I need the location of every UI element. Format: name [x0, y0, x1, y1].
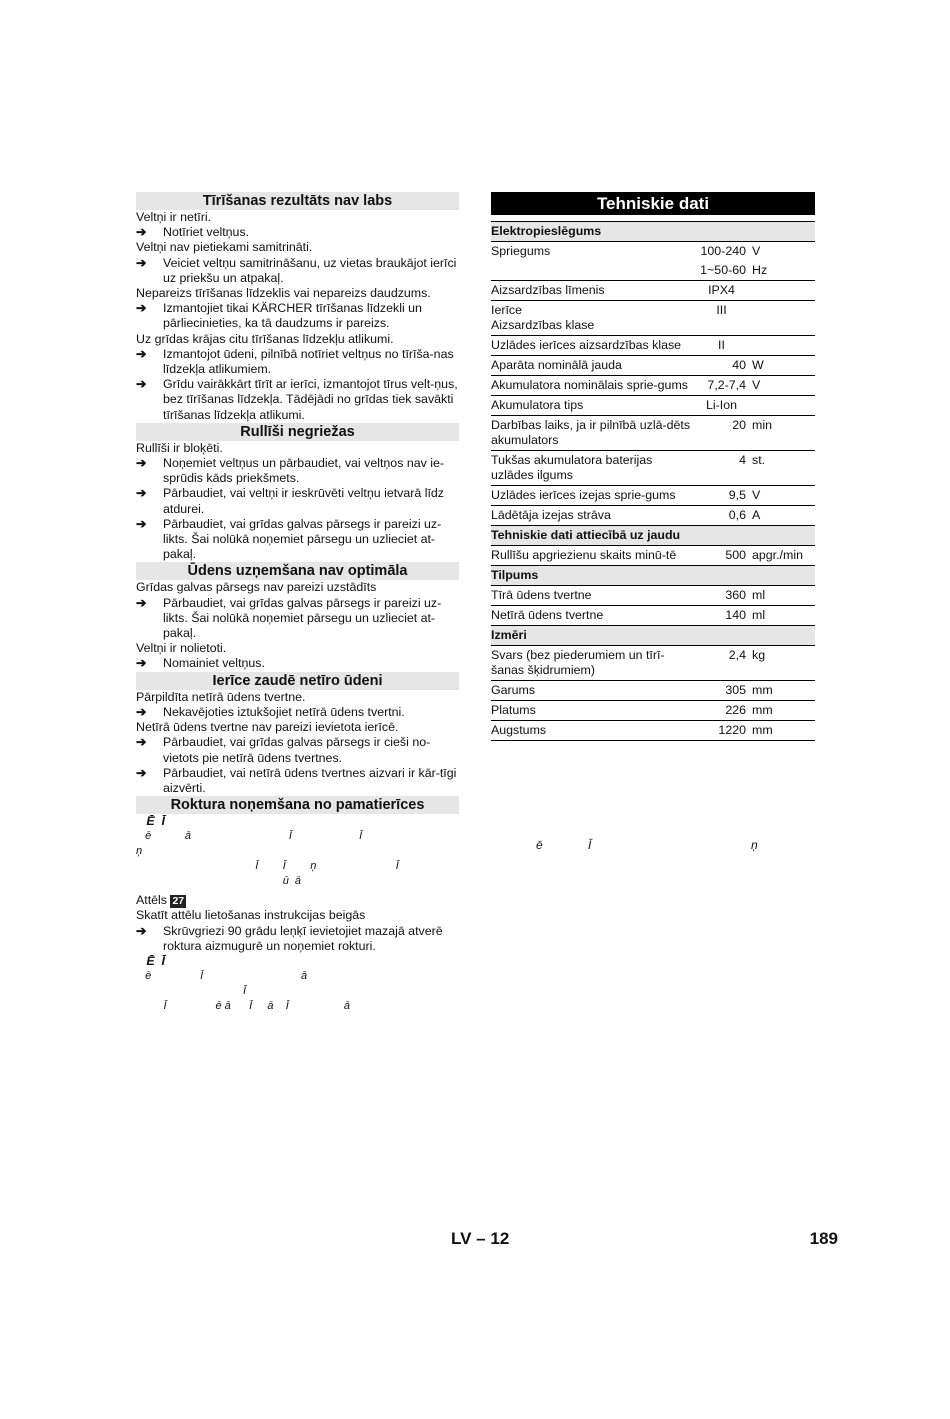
garbled-line: Ī	[136, 984, 247, 997]
fault-text: Uz grīdas krājas citu tīrīšanas līdzekļu atlikumi.	[136, 331, 394, 346]
row-unit: mm	[752, 701, 815, 721]
instruction-text: Pārbaudiet, vai veltņi ir ieskrūvēti veltņu ietvarā līdz atdurei.	[163, 486, 444, 516]
figure-number-badge: 27	[172, 895, 185, 908]
instruction-text: Skrūvgriezi 90 grādu leņķī ievietojiet mazajā atverē roktura aizmugurē un noņemiet rokturi.	[163, 923, 443, 953]
instruction-text: Izmantojiet tikai KÄRCHER tīrīšanas līdzekli un pārliecinieties, ka tā daudzums ir pareizs.	[163, 301, 422, 331]
row-unit: kg	[752, 646, 815, 681]
garbled-line: ņ	[136, 845, 143, 858]
garbled-line: ē ā Ī Ī	[136, 830, 363, 843]
arrow-icon: ➔	[136, 225, 147, 240]
instruction-item	[136, 225, 459, 240]
arrow-icon: ➔	[136, 377, 147, 392]
fault-text: Netīrā ūdens tvertne nav pareizi ievietota ierīcē.	[136, 720, 399, 735]
section-heading: Roktura noņemšana no pamatierīces	[136, 796, 459, 814]
row-label: Netīrā ūdens tvertne	[491, 606, 691, 626]
arrow-icon: ➔	[136, 704, 147, 719]
row-label: Platums	[491, 701, 691, 721]
section-heading: Ierīce zaudē netīro ūdeni	[136, 672, 459, 690]
fragment-3: ņ	[751, 838, 758, 852]
row-value: 40	[691, 356, 752, 376]
table-row	[491, 721, 815, 741]
row-value: 1~50-60	[691, 261, 752, 281]
instruction-item	[136, 705, 459, 720]
garbled-line: ū ā	[136, 875, 302, 888]
table-row	[491, 506, 815, 526]
table-row	[491, 336, 815, 356]
instruction-item	[136, 596, 459, 642]
row-value: 4	[691, 451, 752, 486]
row-label: Augstums	[491, 721, 691, 741]
row-value: 20	[691, 416, 752, 451]
row-label: Darbības laiks, ja ir pilnībā uzlā-dēts akumulators	[491, 416, 691, 451]
instruction-text: Veiciet veltņu samitrināšanu, uz vietas braukājot ierīci uz priekšu un atpakaļ.	[163, 255, 457, 285]
section-heading: Rullīši negriežas	[136, 423, 459, 441]
row-value: III	[691, 301, 752, 336]
row-unit: V	[752, 244, 761, 258]
arrow-icon: ➔	[136, 255, 147, 270]
section-heading: Ūdens uzņemšana nav optimāla	[136, 562, 459, 580]
instruction-item	[136, 486, 459, 516]
figure-ref-text: Skatīt attēlu lietošanas instrukcijas beigās	[136, 908, 366, 923]
technical-data-table	[491, 221, 815, 741]
row-unit: Hz	[752, 261, 815, 281]
group-label: Izmēri	[491, 626, 815, 646]
fault-text: Veltņi nav pietiekami samitrināti.	[136, 240, 313, 255]
row-label: Lādētāja izejas strāva	[491, 506, 691, 526]
table-group-header	[491, 526, 815, 546]
row-value: 305	[691, 681, 752, 701]
instruction-item	[136, 377, 459, 423]
instruction-text: Pārbaudiet, vai grīdas galvas pārsegs ir pareizi uz-likts. Šai nolūkā noņemiet pārsegu un uzlieciet at-pakaļ.	[163, 595, 442, 641]
row-value: 9,5	[691, 486, 752, 506]
row-value: 360	[691, 586, 752, 606]
table-row	[491, 356, 815, 376]
garbled-line: ē Ī ā	[136, 969, 308, 982]
table-row	[491, 376, 815, 396]
page-label: LV – 12	[451, 1229, 510, 1248]
row-label: Garums	[491, 681, 691, 701]
fault-text: Pārpildīta netīrā ūdens tvertne.	[136, 689, 306, 704]
instruction-text: Grīdu vairākkārt tīrīt ar ierīci, izmantojot tīrus velt-ņus, bez tīrīšanas līdzekļa. Tādējādi no grīdas tiek savākti tīrīšanas līdzekļa atlikumi.	[163, 377, 458, 422]
row-value: 140	[691, 606, 752, 626]
instruction-item	[136, 924, 459, 954]
row-unit: apgr./min	[752, 546, 815, 566]
row-value: II	[691, 336, 752, 356]
figure-label: Attēls	[136, 893, 167, 908]
arrow-icon: ➔	[136, 456, 147, 471]
row-label: Ierīce Aizsardzības klase	[491, 301, 691, 336]
left-column	[136, 192, 459, 1014]
arrow-icon: ➔	[136, 595, 147, 610]
table-row	[491, 701, 815, 721]
table-row	[491, 606, 815, 626]
row-value: 7,2-7,4	[691, 376, 752, 396]
row-label: Akumulatora nominālais sprie-gums	[491, 376, 691, 396]
row-value: 100-240	[700, 244, 746, 258]
garbled-line: Ī ē ā Ī ā Ī ā	[136, 999, 350, 1012]
row-label: Tīrā ūdens tvertne	[491, 586, 691, 606]
row-value: 0,6	[691, 506, 752, 526]
table-row	[491, 451, 815, 486]
fragment-2: Ī	[588, 838, 592, 852]
instruction-item	[136, 256, 459, 286]
row-unit	[752, 281, 815, 301]
page-number: 189	[809, 1229, 838, 1248]
fragment-1: ē	[536, 838, 543, 852]
table-row	[491, 416, 815, 451]
instruction-item	[136, 301, 459, 331]
arrow-icon: ➔	[136, 765, 147, 780]
table-row	[491, 486, 815, 506]
technical-data-title: Tehniskie dati	[491, 192, 815, 215]
instruction-item	[136, 735, 459, 765]
group-label: Tehniskie dati attiecībā uz jaudu	[491, 526, 815, 546]
row-unit: ml	[752, 606, 815, 626]
table-row	[491, 681, 815, 701]
instruction-text: Noņemiet veltņus un pārbaudiet, vai veltņos nav ie-sprūdis kāds priekšmets.	[163, 456, 445, 486]
row-unit: min	[752, 416, 815, 451]
table-group-header	[491, 566, 815, 586]
garbled-line: Ī Ī ņ Ī	[136, 860, 399, 873]
table-row	[491, 646, 815, 681]
instruction-item	[136, 656, 459, 671]
instruction-text: Pārbaudiet, vai netīrā ūdens tvertnes aizvari ir kār-tīgi aizvērti.	[163, 765, 457, 795]
table-row	[491, 586, 815, 606]
table-row	[491, 281, 815, 301]
instruction-text: Izmantojot ūdeni, pilnībā notīriet veltņus no tīrīša-nas līdzekļa atlikumiem.	[163, 346, 454, 377]
instruction-text: Pārbaudiet, vai grīdas galvas pārsegs ir pareizi uz-likts. Šai nolūkā noņemiet pārsegu un uzlieciet at-pakaļ.	[163, 516, 442, 562]
table-group-header	[491, 626, 815, 646]
instruction-item	[136, 517, 459, 563]
arrow-icon: ➔	[136, 301, 147, 316]
row-label	[491, 261, 691, 281]
row-label: Svars (bez piederumiem un tīrī-šanas šķidrumiem)	[491, 646, 691, 681]
right-column	[491, 192, 815, 741]
row-label: Aizsardzības līmenis	[491, 281, 691, 301]
instruction-item	[136, 766, 459, 796]
instruction-text: Nekavējoties iztukšojiet netīrā ūdens tvertni.	[163, 704, 405, 719]
table-row	[491, 546, 815, 566]
row-value: Li-Ion	[691, 396, 752, 416]
fault-text: Veltņi ir nolietoti.	[136, 641, 227, 656]
arrow-icon: ➔	[136, 923, 147, 938]
arrow-icon: ➔	[136, 516, 147, 531]
row-unit: mm	[752, 681, 815, 701]
row-value: 500	[691, 546, 752, 566]
table-row	[491, 242, 815, 262]
garbled-line: Ē Ī	[136, 953, 165, 968]
table-row	[491, 301, 815, 336]
fault-text: Nepareizs tīrīšanas līdzeklis vai nepareizs daudzums.	[136, 286, 431, 301]
row-label: Uzlādes ierīces aizsardzības klase	[491, 336, 691, 356]
section-heading: Tīrīšanas rezultāts nav labs	[136, 192, 459, 210]
arrow-icon: ➔	[136, 656, 147, 671]
row-label: Spriegums	[491, 244, 551, 258]
fault-text: Grīdas galvas pārsegs nav pareizi uzstādīts	[136, 580, 377, 595]
row-value: IPX4	[691, 281, 752, 301]
row-unit: st.	[752, 451, 815, 486]
arrow-icon: ➔	[136, 735, 147, 750]
table-row	[491, 261, 815, 281]
row-value: 226	[691, 701, 752, 721]
arrow-icon: ➔	[136, 346, 147, 361]
arrow-icon: ➔	[136, 486, 147, 501]
group-label: Tilpums	[491, 566, 815, 586]
row-unit	[752, 336, 815, 356]
row-unit	[752, 396, 815, 416]
table-row	[491, 396, 815, 416]
row-value: 2,4	[691, 646, 752, 681]
instruction-text: Nomainiet veltņus.	[163, 656, 265, 671]
row-label: Rullīšu apgriezienu skaits minū-tē	[491, 546, 691, 566]
group-label: Elektropieslēgums	[491, 222, 815, 242]
row-unit: ml	[752, 586, 815, 606]
row-label: Aparāta nominālā jauda	[491, 356, 691, 376]
table-group-header	[491, 222, 815, 242]
garbled-line: Ē Ī	[136, 814, 165, 829]
row-unit: V	[752, 376, 815, 396]
fault-text: Rullīši ir bloķēti.	[136, 440, 223, 455]
row-unit: W	[752, 356, 815, 376]
instruction-text: Notīriet veltņus.	[163, 225, 250, 240]
instruction-item	[136, 456, 459, 486]
figure-reference	[136, 893, 459, 908]
row-unit: V	[752, 486, 815, 506]
row-label: Uzlādes ierīces izejas sprie-gums	[491, 486, 691, 506]
row-unit	[752, 301, 815, 336]
row-label: Akumulatora tips	[491, 396, 691, 416]
row-unit: mm	[752, 721, 815, 741]
instruction-item	[136, 347, 459, 377]
row-label: Tukšas akumulatora baterijas uzlādes ilgums	[491, 451, 691, 486]
row-value: 1220	[691, 721, 752, 741]
instruction-text: Pārbaudiet, vai grīdas galvas pārsegs ir cieši no-vietots pie netīrā ūdens tvertnes.	[163, 735, 431, 765]
row-unit: A	[752, 506, 815, 526]
below-table-fragments	[491, 838, 815, 853]
fault-text: Veltņi ir netīri.	[136, 210, 212, 224]
